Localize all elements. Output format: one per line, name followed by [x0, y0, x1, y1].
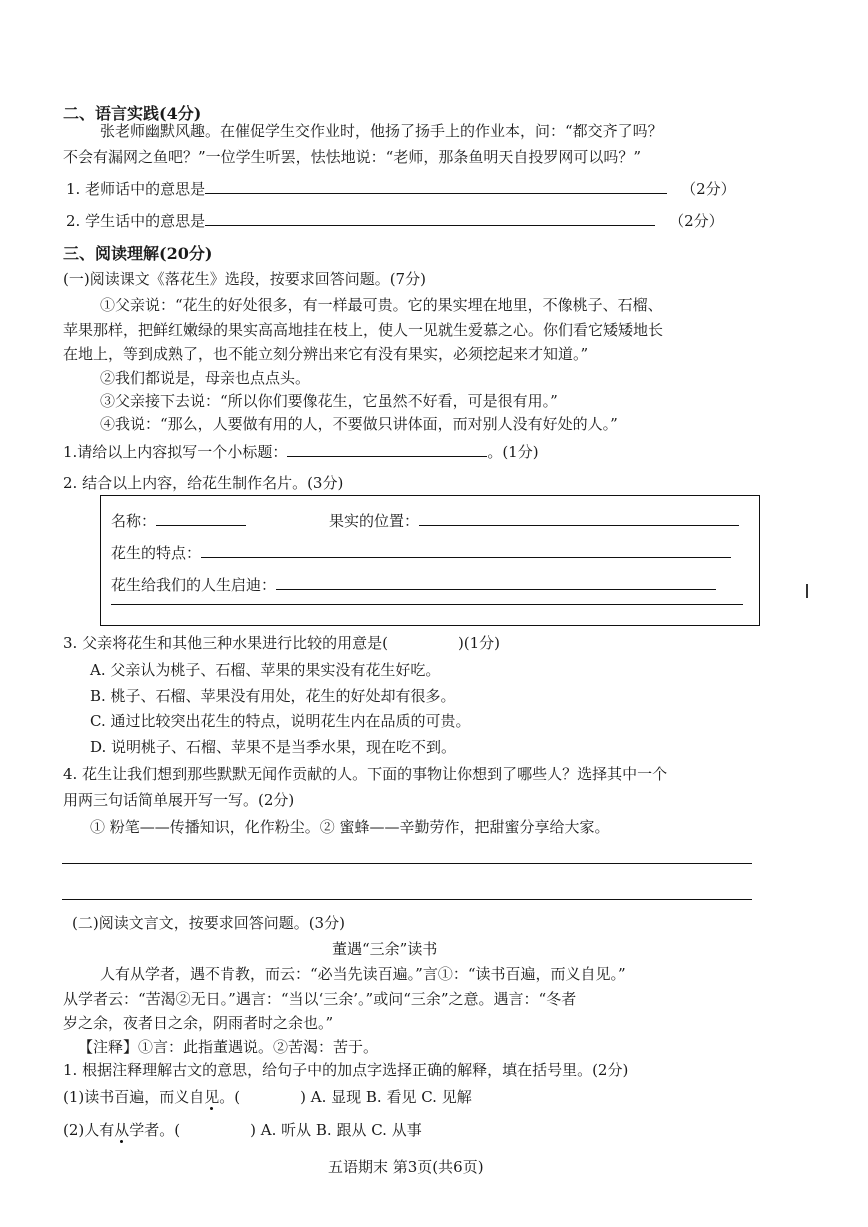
reading-q3-label: 3. 父亲将花生和其他三种水果进行比较的用意是(: [63, 634, 388, 652]
classical-question1: 1. 根据注释理解古文的意思，给句子中的加点字选择正确的解释，填在括号里。(2分): [63, 1061, 629, 1079]
question1-score: （2分）: [681, 180, 736, 198]
section2-passage-line1: 张老师幽默风趣。在催促学生交作业时，他扬了扬手上的作业本，问：“都交齐了吗？: [100, 122, 663, 140]
classical-question1-item2: [63, 1123, 422, 1138]
item2-suffix: 学者。(: [129, 1121, 181, 1139]
classical-text-title: 董遇“三余”读书: [332, 940, 438, 958]
classical-text-line2: 从学者云：“苦渴②无日。”遇言：“当以‘三余’。”或问“三余”之意。遇言：“冬者: [63, 990, 577, 1008]
section2-question1: [66, 182, 736, 197]
card-location-row: [329, 510, 739, 531]
passage-paragraph1-line1: ①父亲说：“花生的好处很多，有一样最可贵。它的果实埋在地里，不像桃子、石榴、: [100, 296, 663, 314]
reading-part2-heading: (二)阅读文言文，按要求回答问题。(3分): [72, 914, 345, 932]
margin-mark: [806, 584, 808, 598]
card-feature-blank[interactable]: [201, 557, 731, 558]
reading-question4-line1: 4. 花生让我们想到那些默默无闻作贡献的人。下面的事物让你想到了哪些人？选择其中一个: [63, 765, 668, 783]
classical-notes: 【注释】①言：此指董遇说。②苦渴：苦于。: [78, 1038, 379, 1056]
writing-line-2[interactable]: [62, 899, 752, 900]
reading-question4-items: ① 粉笔——传播知识，化作粉尘。② 蜜蜂——辛勤劳作，把甜蜜分享给大家。: [90, 818, 610, 836]
section2-passage-line2: 不会有漏网之鱼吧？”一位学生听罢，怯怯地说：“老师，那条鱼明天自投罗网可以吗？”: [63, 148, 642, 166]
item2-prefix: (2)人有: [63, 1121, 115, 1139]
option-a[interactable]: A. 父亲认为桃子、石榴、苹果的果实没有花生好吃。: [90, 661, 441, 679]
question2-score: （2分）: [669, 212, 724, 230]
card-insight-extra-line[interactable]: [111, 604, 743, 605]
question2-label: 2. 学生话中的意思是: [66, 212, 206, 230]
card-insight-label: 花生给我们的人生启迪：: [111, 576, 277, 594]
dotted-char-jian: 见: [204, 1088, 220, 1106]
card-insight-row: [111, 574, 716, 595]
classical-text-line3: 岁之余，夜者日之余，阴雨者时之余也。”: [63, 1014, 334, 1032]
card-name-blank[interactable]: [156, 525, 246, 526]
card-name-label: 名称：: [111, 512, 157, 530]
card-feature-row: [111, 542, 731, 563]
item2-options: ) A. 听从 B. 跟从 C. 从事: [250, 1121, 422, 1139]
writing-line-1[interactable]: [62, 863, 752, 864]
item1-suffix: 。(: [219, 1088, 241, 1106]
subtitle-answer-blank[interactable]: [287, 456, 487, 457]
section3-heading: 三、阅读理解(20分): [63, 244, 213, 263]
reading-question2: 2. 结合以上内容，给花生制作名片。(3分): [63, 474, 344, 492]
section2-heading: 二、语言实践(4分): [63, 104, 202, 123]
passage-paragraph1-line3: 在地上，等到成熟了，也不能立刻分辨出来它有没有果实，必须挖起来才知道。”: [63, 345, 589, 363]
reading-q1-score: 。(1分): [487, 443, 539, 461]
question1-answer-blank[interactable]: [205, 193, 667, 194]
question2-answer-blank[interactable]: [205, 225, 655, 226]
passage-paragraph3: ③父亲接下去说：“所以你们要像花生，它虽然不好看，可是很有用。”: [100, 392, 558, 410]
reading-question3: [63, 636, 500, 651]
item1-prefix: (1)读书百遍，而义自: [63, 1088, 205, 1106]
dotted-char-cong: 从: [114, 1121, 130, 1139]
option-d[interactable]: D. 说明桃子、石榴、苹果不是当季水果，现在吃不到。: [90, 738, 457, 756]
question1-label: 1. 老师话中的意思是: [66, 180, 206, 198]
option-c[interactable]: C. 通过比较突出花生的特点，说明花生内在品质的可贵。: [90, 712, 471, 730]
reading-part1-heading: (一)阅读课文《落花生》选段，按要求回答问题。(7分): [63, 270, 426, 288]
reading-q3-score: )(1分): [457, 634, 501, 652]
reading-question1: [63, 445, 539, 460]
card-feature-label: 花生的特点：: [111, 544, 202, 562]
classical-question1-item1: [63, 1090, 472, 1105]
classical-text-line1: 人有从学者，遇不肯教，而云：“必当先读百遍。”言①：“读书百遍，而义自见。”: [100, 965, 626, 983]
page-footer: 五语期末 第3页(共6页): [328, 1158, 484, 1176]
reading-q1-label: 1.请给以上内容拟写一个小标题：: [63, 443, 288, 461]
peanut-name-card: [100, 495, 760, 626]
option-b[interactable]: B. 桃子、石榴、苹果没有用处，花生的好处却有很多。: [90, 687, 456, 705]
card-location-label: 果实的位置：: [329, 512, 420, 530]
reading-question4-line2: 用两三句话简单展开写一写。(2分): [63, 791, 295, 809]
item1-options: ) A. 显现 B. 看见 C. 见解: [300, 1088, 472, 1106]
section2-question2: [66, 214, 724, 229]
card-location-blank[interactable]: [419, 525, 739, 526]
card-name-row: [111, 510, 246, 531]
passage-paragraph4: ④我说：“那么，人要做有用的人，不要做只讲体面，而对别人没有好处的人。”: [100, 415, 618, 433]
passage-paragraph1-line2: 苹果那样，把鲜红嫩绿的果实高高地挂在枝上，使人一见就生爱慕之心。你们看它矮矮地长: [63, 321, 664, 339]
passage-paragraph2: ②我们都说是，母亲也点点头。: [100, 369, 311, 387]
card-insight-blank[interactable]: [276, 589, 716, 590]
